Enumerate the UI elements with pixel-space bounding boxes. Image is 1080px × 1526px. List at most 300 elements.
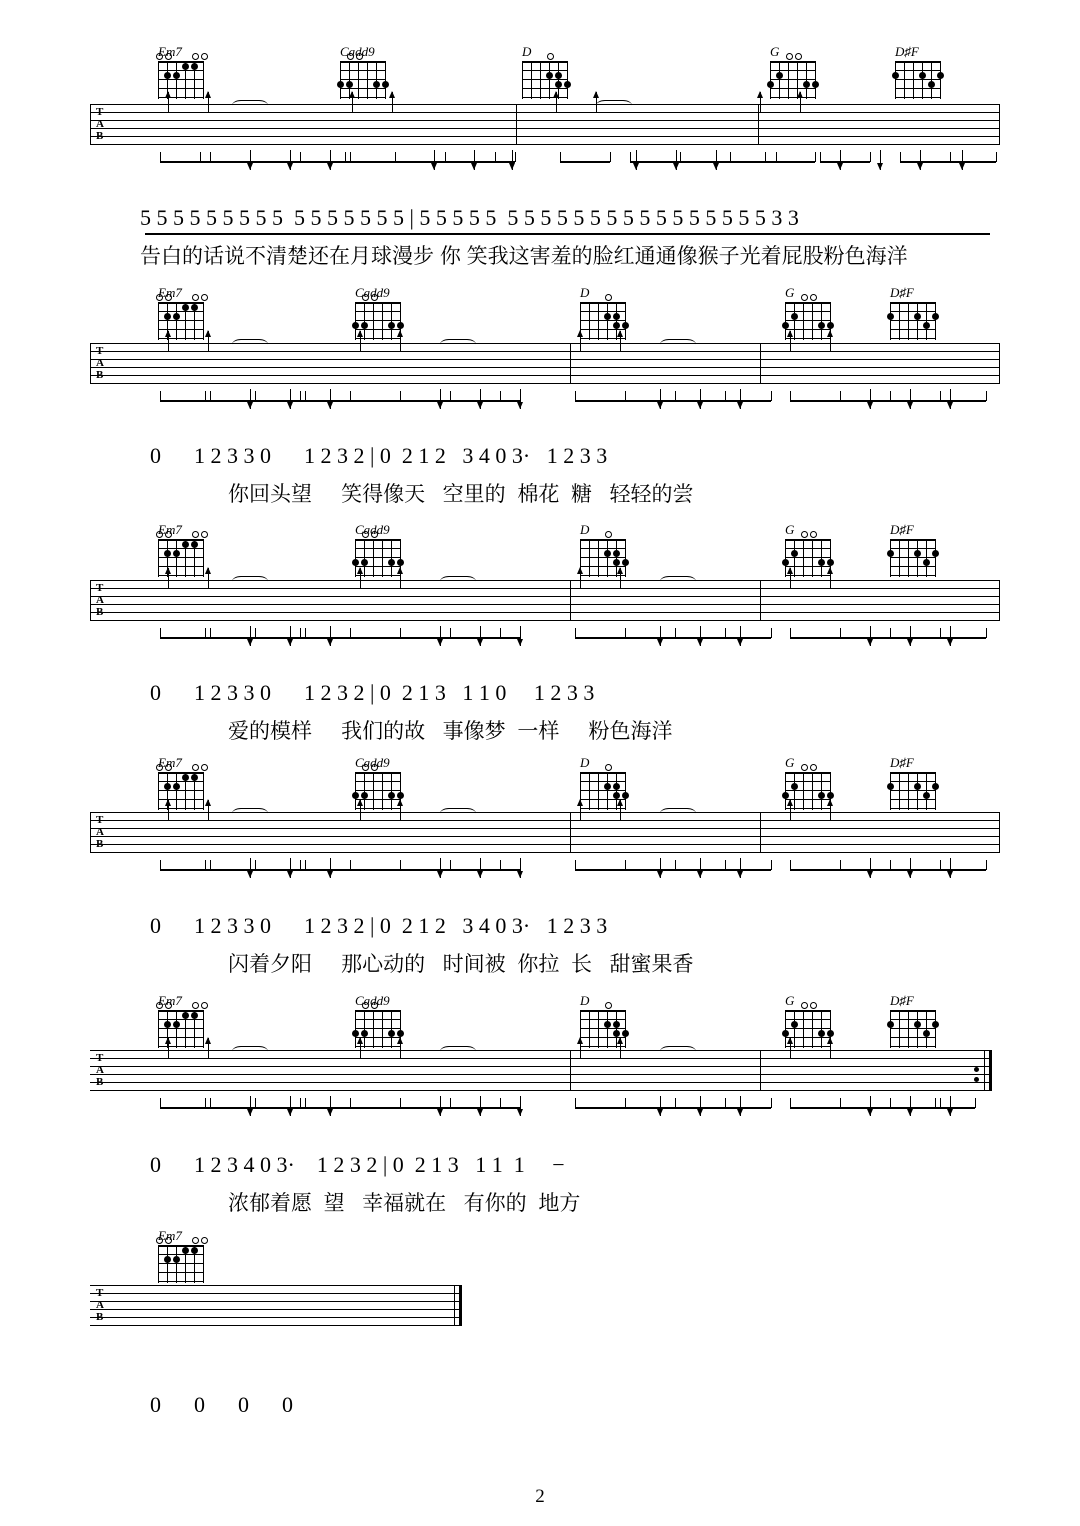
chord-string [788, 61, 789, 99]
tab-staff [0, 343, 1080, 403]
staff-line [90, 351, 1000, 352]
chord-fingering-dot [827, 322, 834, 329]
chord-string [625, 1010, 626, 1048]
chord-fingering-dot [782, 559, 789, 566]
barline [760, 1050, 761, 1091]
staff-line [90, 375, 1000, 376]
rhythm-beam [200, 161, 250, 163]
chord-name: D♯F [890, 285, 914, 300]
barline-final [459, 1285, 462, 1326]
chord-grid [340, 61, 386, 99]
chord-name: Em7 [158, 993, 182, 1008]
rhythm-beam [395, 161, 445, 163]
chord-fingering-dot [932, 550, 939, 557]
rhythm-stem [610, 152, 611, 162]
rhythm-beam [300, 161, 350, 163]
rhythm-stem [495, 152, 496, 162]
barline [758, 104, 759, 145]
rhythm-beam [400, 869, 450, 871]
chord-fret [355, 548, 401, 549]
chord-open-string [192, 53, 199, 60]
chord-fingering-dot [564, 81, 571, 88]
staff-line [90, 1301, 460, 1302]
chord-fingering-dot [914, 1021, 921, 1028]
staff-line [90, 1317, 460, 1318]
rhythm-beam [790, 637, 840, 639]
rhythm-beam [790, 400, 840, 402]
chord-fingering-dot [604, 313, 611, 320]
strum-arrow-head [787, 330, 793, 337]
chord-fingering-dot [782, 322, 789, 329]
chord-string [908, 539, 909, 577]
chord-fingering-dot [388, 1030, 395, 1037]
strum-arrow-head [327, 163, 333, 170]
tab-staff [0, 1050, 1080, 1110]
staff-line [90, 1293, 460, 1294]
rhythm-stem [300, 860, 301, 870]
chord-fingering-dot [352, 1030, 359, 1037]
rhythm-stem [400, 391, 401, 401]
chord-nut [340, 61, 386, 63]
staff-line [90, 1050, 990, 1051]
strum-arrow-head [165, 91, 171, 98]
staff-line [90, 580, 1000, 581]
lyric-line: 你回头望 笑得像天 空里的 棉花 糖 轻轻的尝 [228, 483, 694, 506]
chord-grid [890, 539, 936, 577]
barline-start [90, 580, 91, 621]
rhythm-beam [350, 1107, 400, 1109]
chord-nut [890, 302, 936, 304]
strum-arrow-head [947, 402, 953, 409]
rhythm-stem [625, 628, 626, 638]
rhythm-stem [160, 1098, 161, 1108]
rhythm-stem [255, 391, 256, 401]
chord-string [158, 539, 159, 577]
chord-fingering-dot [361, 559, 368, 566]
chord-string [904, 61, 905, 99]
barline-end [999, 343, 1000, 384]
chord-string [779, 61, 780, 99]
chord-fingering-dot [892, 72, 899, 79]
rhythm-beam [630, 161, 680, 163]
chord-grid [890, 772, 936, 810]
strum-arrow-head [431, 163, 437, 170]
rhythm-beam [840, 1107, 890, 1109]
rhythm-beam [790, 869, 840, 871]
chord-fingering-dot [932, 783, 939, 790]
chord-grid [890, 302, 936, 340]
chord-fret [522, 97, 568, 98]
chord-open-string [201, 294, 208, 301]
chord-open-string [156, 764, 163, 771]
barline-end [999, 812, 1000, 853]
barline [570, 580, 571, 621]
slur [232, 808, 268, 819]
staff-line [90, 1066, 990, 1067]
chord-string [785, 539, 786, 577]
strum-arrow-head [165, 799, 171, 806]
rhythm-stem [675, 391, 676, 401]
chord-string [890, 539, 891, 577]
chord-open-string [605, 531, 612, 538]
strum-arrow-head [827, 1037, 833, 1044]
chord-fingering-dot [346, 81, 353, 88]
chord-fingering-dot [352, 322, 359, 329]
chord-string [890, 302, 891, 340]
chord-grid [890, 1010, 936, 1048]
chord-fingering-dot [182, 774, 189, 781]
lyric-line: 浓郁着愿 望 幸福就在 有你的 地方 [228, 1192, 581, 1215]
chord-name: G [770, 44, 780, 59]
rhythm-stem [500, 1098, 501, 1108]
strum-arrow-head [617, 799, 623, 806]
chord-fret [340, 79, 386, 80]
chord-fret [158, 1263, 204, 1264]
chord-diagram-DsharpF [890, 993, 936, 1048]
chord-string [899, 302, 900, 340]
rhythm-stem [255, 628, 256, 638]
chord-string [176, 772, 177, 810]
chord-string [895, 61, 896, 99]
chord-fret [158, 1046, 204, 1047]
chord-fingering-dot [791, 783, 798, 790]
rhythm-stem [725, 628, 726, 638]
chord-open-string [810, 531, 817, 538]
strum-arrow-head [205, 330, 211, 337]
chord-fingering-dot [928, 81, 935, 88]
chord-fret [355, 808, 401, 809]
rhythm-beam [675, 1107, 725, 1109]
chord-nut [158, 1010, 204, 1012]
rhythm-stem [205, 1098, 206, 1108]
chord-open-string [810, 764, 817, 771]
rhythm-beam [940, 637, 986, 639]
chord-nut [895, 61, 941, 63]
rhythm-stem [205, 628, 206, 638]
chord-fret [890, 1046, 936, 1047]
staff-line [90, 104, 1000, 105]
chord-string [391, 1010, 392, 1048]
strum-arrow-head [287, 163, 293, 170]
chord-nut [785, 1010, 831, 1012]
chord-fret [522, 70, 568, 71]
chord-string [794, 539, 795, 577]
chord-fingering-dot [613, 550, 620, 557]
chord-grid [522, 61, 568, 99]
rhythm-beam [625, 1107, 675, 1109]
chord-string [940, 61, 941, 99]
rhythm-stem [160, 152, 161, 162]
chord-fret [890, 781, 936, 782]
slur [232, 576, 268, 587]
tab-clef: T A B [96, 1287, 104, 1323]
strum-arrow-head [787, 799, 793, 806]
chord-row [0, 755, 1080, 817]
chord-fret [522, 79, 568, 80]
rhythm-stem [400, 860, 401, 870]
chord-fingering-dot [397, 792, 404, 799]
chord-string [908, 1010, 909, 1048]
strum-arrow-head [205, 799, 211, 806]
rhythm-stem [890, 1098, 891, 1108]
staff-line [90, 836, 1000, 837]
chord-string [376, 61, 377, 99]
chord-fingering-dot [622, 559, 629, 566]
rhythm-stem [771, 860, 772, 870]
slur [596, 100, 632, 111]
rhythm-stem [890, 860, 891, 870]
chord-name: D♯F [890, 755, 914, 770]
strum-arrow-head [327, 639, 333, 646]
rhythm-stem [560, 152, 561, 162]
rhythm-stem [771, 391, 772, 401]
chord-fret [890, 320, 936, 321]
chord-nut [522, 61, 568, 63]
chord-fingering-dot [382, 81, 389, 88]
rhythm-stem [940, 860, 941, 870]
strum-arrow-head [437, 402, 443, 409]
chord-fret [355, 311, 401, 312]
chord-string [382, 302, 383, 340]
chord-name: D [580, 755, 590, 770]
strum-arrow-head [697, 639, 703, 646]
rhythm-stem [996, 152, 997, 162]
rhythm-beam [445, 161, 495, 163]
chord-string [812, 772, 813, 810]
staff-line [90, 612, 1000, 613]
rhythm-stem [870, 152, 871, 162]
chord-fret [158, 548, 204, 549]
strum-arrow-head [907, 1109, 913, 1116]
rhythm-stem [680, 152, 681, 162]
chord-row [0, 522, 1080, 584]
rhythm-stem [840, 628, 841, 638]
rhythm-beam [675, 400, 725, 402]
chord-open-string [801, 294, 808, 301]
rhythm-beam [725, 869, 771, 871]
chord-fret [580, 790, 626, 791]
chord-string [607, 1010, 608, 1048]
chord-fingering-dot [182, 541, 189, 548]
rhythm-beam [350, 637, 400, 639]
rhythm-stem [350, 860, 351, 870]
rhythm-stem [500, 860, 501, 870]
rhythm-beam [625, 869, 675, 871]
notation-numbers: 5 5 5 5 5 5 5 5 5 5 5 5 5 5 5 5 | 5 5 5 5 5 5 5 5 5 5 5 5 5 5 5 5 5 5 5 5 5 3 3 [140, 205, 799, 230]
strum-arrow-head [577, 1037, 583, 1044]
chord-string [364, 1010, 365, 1048]
chord-string [373, 539, 374, 577]
chord-fingering-dot [937, 72, 944, 79]
chord-open-string [810, 294, 817, 301]
chord-open-string [192, 294, 199, 301]
chord-fret [770, 97, 816, 98]
chord-fingering-dot [767, 81, 774, 88]
chord-nut [158, 61, 204, 63]
strum-arrow-head [517, 402, 523, 409]
chord-fret [890, 575, 936, 576]
chord-diagram-DsharpF [895, 44, 941, 99]
chord-fret [890, 790, 936, 791]
chord-string [821, 302, 822, 340]
slur [440, 1046, 476, 1057]
chord-fret [890, 311, 936, 312]
chord-open-string [356, 53, 363, 60]
barline [570, 1050, 571, 1091]
strum-arrow-head [577, 799, 583, 806]
chord-name: D [580, 993, 590, 1008]
chord-fingering-dot [791, 550, 798, 557]
rhythm-beam [350, 400, 400, 402]
chord-nut [890, 539, 936, 541]
chord-string [598, 772, 599, 810]
strum-arrow-head [593, 91, 599, 98]
chord-name: Em7 [158, 755, 182, 770]
rhythm-stem [520, 391, 521, 401]
chord-open-string [156, 531, 163, 538]
rhythm-stem [160, 860, 161, 870]
chord-fret [890, 338, 936, 339]
chord-string [625, 772, 626, 810]
chord-open-string [192, 1237, 199, 1244]
chord-nut [158, 772, 204, 774]
chord-fret [890, 808, 936, 809]
rhythm-beam [575, 1107, 625, 1109]
rhythm-stem [350, 1098, 351, 1108]
strum-arrow-head [437, 871, 443, 878]
staff-line [90, 828, 1000, 829]
strum-arrow-head [477, 402, 483, 409]
chord-fingering-dot [887, 783, 894, 790]
rhythm-stem [820, 152, 821, 162]
chord-fret [890, 329, 936, 330]
chord-string [926, 772, 927, 810]
chord-fingering-dot [812, 81, 819, 88]
chord-name: D♯F [890, 993, 914, 1008]
rhythm-beam [625, 637, 675, 639]
chord-fingering-dot [388, 792, 395, 799]
chord-open-string [362, 531, 369, 538]
chord-fingering-dot [173, 72, 180, 79]
staff-line [90, 144, 1000, 145]
chord-fingering-dot [622, 1030, 629, 1037]
strum-arrow-head [959, 163, 965, 170]
rhythm-beam [575, 637, 625, 639]
chord-open-string [547, 53, 554, 60]
staff-line [90, 1058, 990, 1059]
chord-string [203, 1010, 204, 1048]
chord-open-string [605, 764, 612, 771]
chord-string [794, 772, 795, 810]
staff-line [90, 343, 1000, 344]
chord-string [373, 1010, 374, 1048]
chord-name: Cadd9 [355, 755, 390, 770]
chord-row [0, 285, 1080, 347]
chord-fingering-dot [361, 322, 368, 329]
chord-open-string [165, 1237, 172, 1244]
chord-fingering-dot [818, 559, 825, 566]
chord-fingering-dot [613, 1030, 620, 1037]
chord-string [355, 539, 356, 577]
barline-end [999, 104, 1000, 145]
chord-fingering-dot [932, 313, 939, 320]
strum-arrow-head [907, 639, 913, 646]
rhythm-beam [900, 161, 950, 163]
chord-fingering-dot [887, 1021, 894, 1028]
chord-string [625, 539, 626, 577]
chord-fret [158, 320, 204, 321]
chord-fret [158, 1028, 204, 1029]
chord-string [382, 1010, 383, 1048]
chord-open-string [801, 764, 808, 771]
chord-string [382, 772, 383, 810]
strum-arrow-head [437, 639, 443, 646]
barline [454, 1285, 455, 1326]
rhythm-stem [815, 152, 816, 162]
rhythm-stem [350, 628, 351, 638]
staff-line [90, 1090, 990, 1091]
chord-string [589, 539, 590, 577]
rhythm-stem [940, 628, 941, 638]
strum-arrow-head [205, 91, 211, 98]
rhythm-beam [890, 400, 940, 402]
chord-name: Em7 [158, 285, 182, 300]
chord-fingering-dot [191, 304, 198, 311]
chord-fingering-dot [352, 559, 359, 566]
chord-fingering-dot [791, 313, 798, 320]
chord-string [531, 61, 532, 99]
chord-fingering-dot [173, 550, 180, 557]
chord-name: G [785, 993, 795, 1008]
rhythm-stem [765, 152, 766, 162]
chord-string [364, 772, 365, 810]
chord-fret [580, 1019, 626, 1020]
slur [440, 808, 476, 819]
barline-final [989, 1050, 992, 1091]
chord-fingering-dot [919, 72, 926, 79]
chord-fingering-dot [818, 792, 825, 799]
chord-fingering-dot [923, 792, 930, 799]
strum-arrow-head [397, 330, 403, 337]
chord-string [625, 302, 626, 340]
chord-row [0, 993, 1080, 1055]
chord-diagram-Cadd9 [340, 44, 386, 99]
chord-fingering-dot [914, 550, 921, 557]
chord-fingering-dot [164, 1021, 171, 1028]
chord-fingering-dot [164, 72, 171, 79]
rhythm-beam [725, 637, 771, 639]
chord-nut [355, 302, 401, 304]
staff-line [90, 852, 1000, 853]
chord-fingering-dot [191, 1247, 198, 1254]
chord-string [935, 539, 936, 577]
strum-arrow-head [917, 163, 923, 170]
chord-string [922, 61, 923, 99]
rhythm-beam [500, 400, 520, 402]
chord-fingering-dot [361, 1030, 368, 1037]
chord-fret [158, 88, 204, 89]
chord-fingering-dot [613, 322, 620, 329]
rhythm-stem [630, 152, 631, 162]
strum-arrow-head [287, 639, 293, 646]
chord-fingering-dot [173, 1256, 180, 1263]
rhythm-beam [675, 869, 725, 871]
chord-string [567, 61, 568, 99]
rhythm-stem [625, 1098, 626, 1108]
chord-fingering-dot [613, 792, 620, 799]
chord-string [176, 61, 177, 99]
strum-arrow-head [837, 163, 843, 170]
